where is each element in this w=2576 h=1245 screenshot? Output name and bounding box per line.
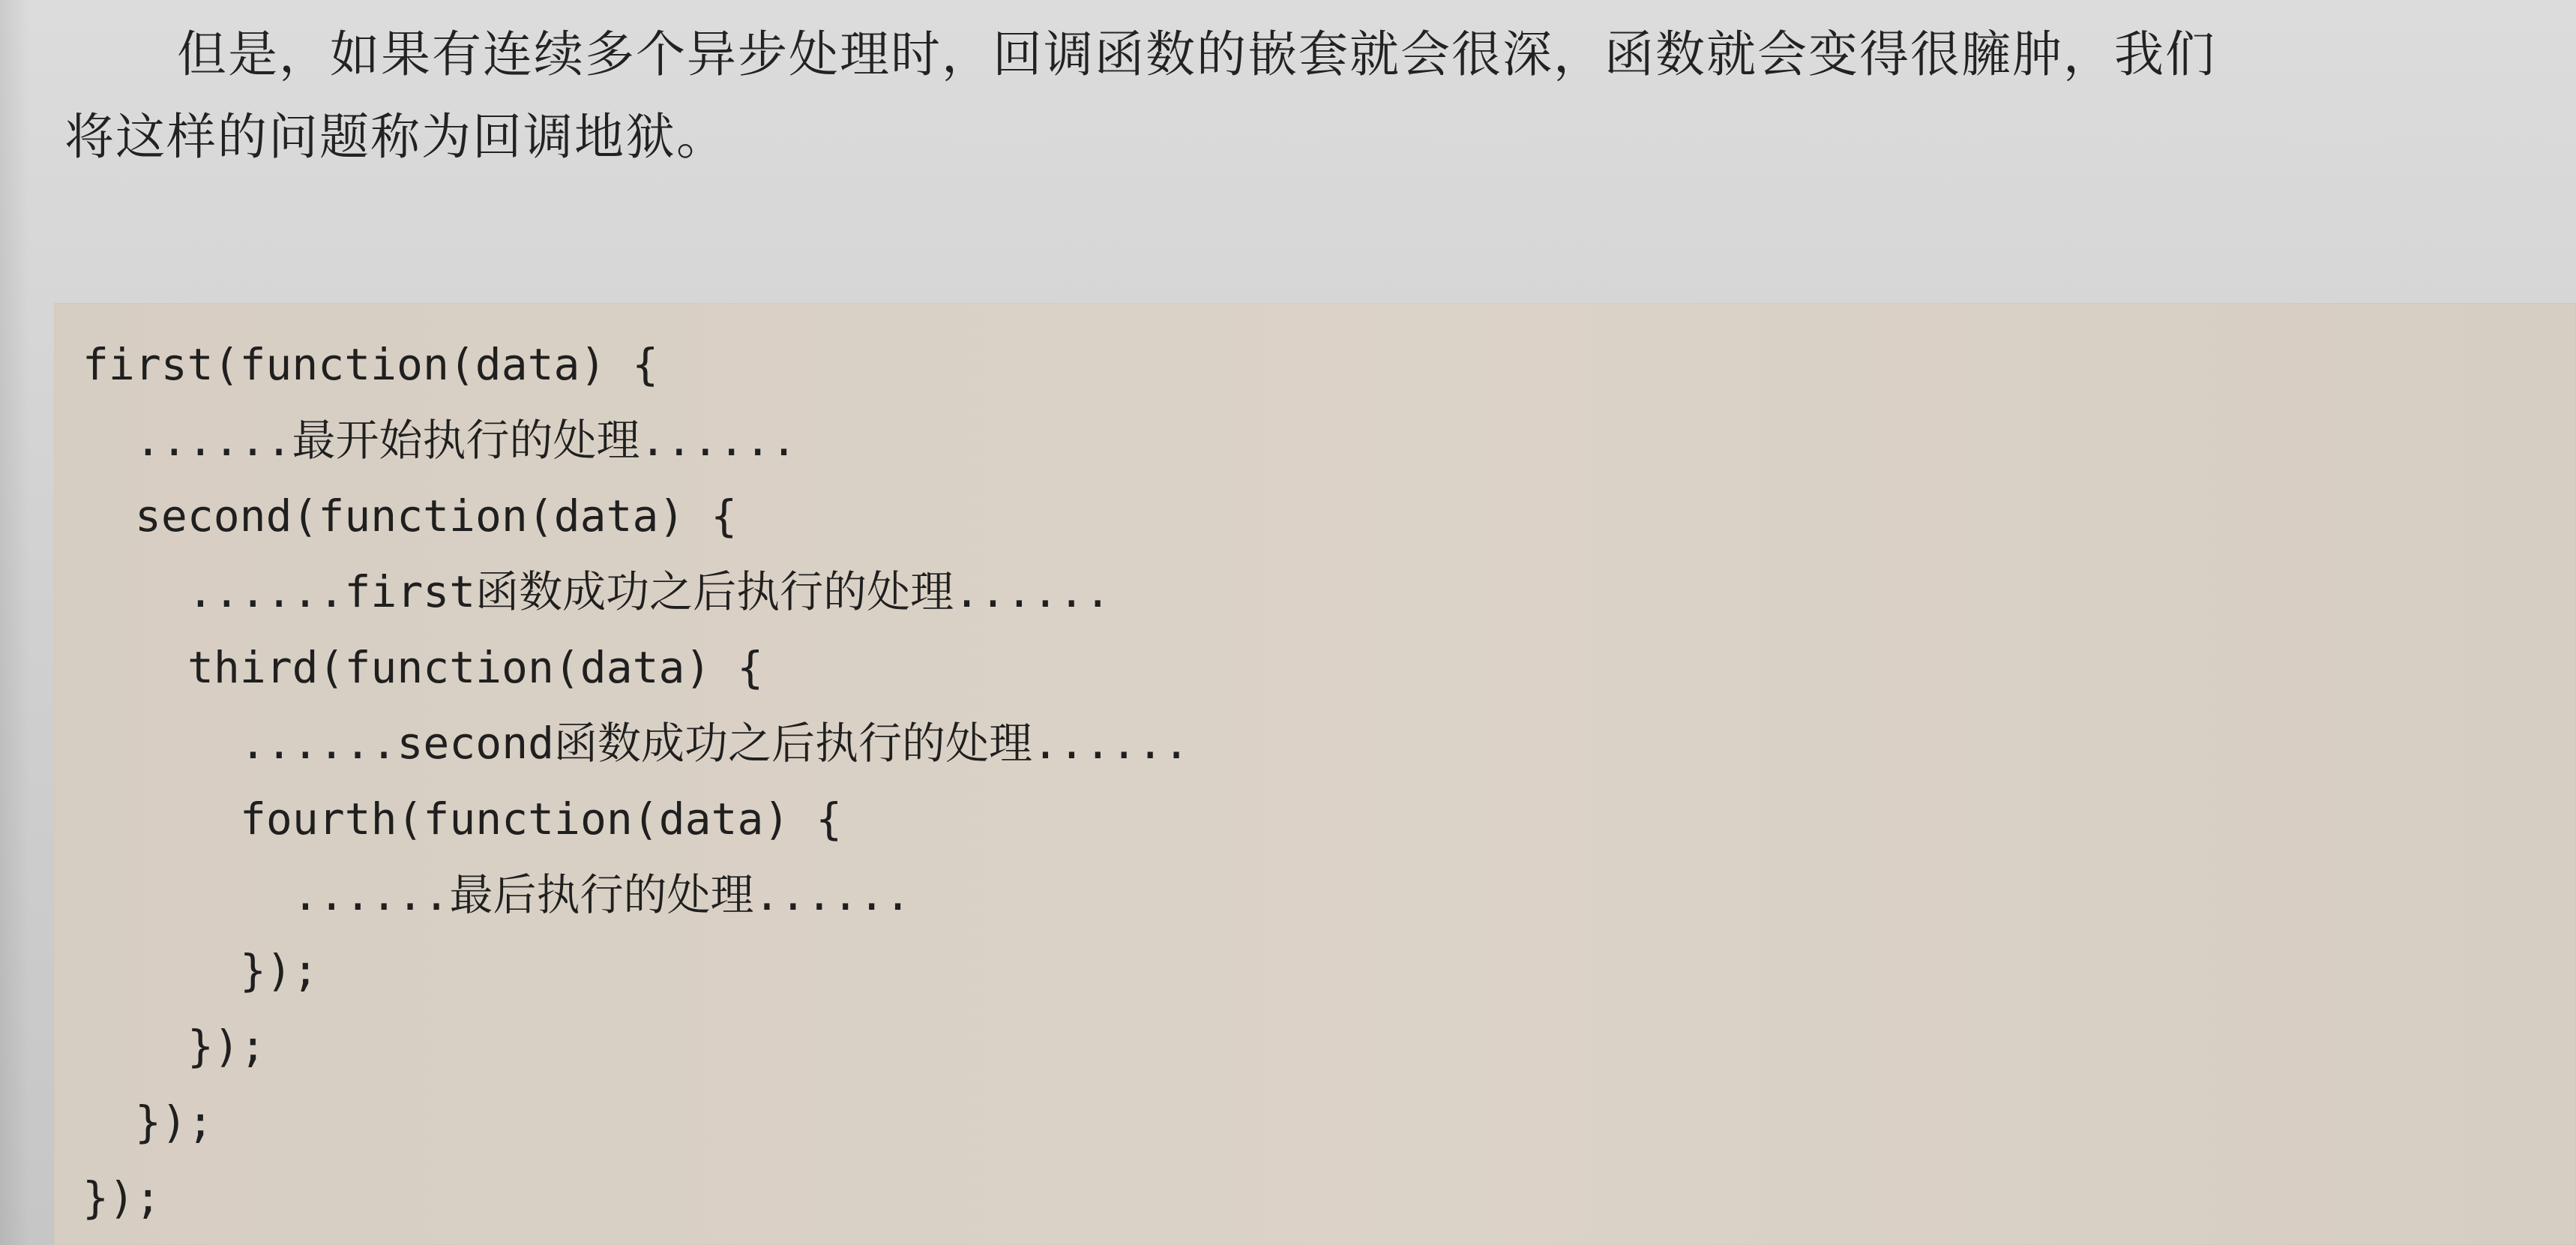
code-line-11: }); <box>135 1096 214 1148</box>
code-block <box>54 303 2576 1245</box>
paragraph-line-1: 但是，如果有连续多个异步处理时，回调函数的嵌套就会很深，函数就会变得很臃肿，我们 <box>177 26 2216 83</box>
code-line-12: }); <box>82 1172 161 1223</box>
code-line-2: ......最开始执行的处理...... <box>135 415 798 466</box>
code-line-10: }); <box>187 1021 266 1072</box>
code-line-7: fourth(function(data) { <box>240 794 843 844</box>
code-line-4: ......first函数成功之后执行的处理...... <box>187 566 1111 617</box>
intro-paragraph <box>64 14 2561 178</box>
code-line-5: third(function(data) { <box>187 642 764 693</box>
page-edge-shadow <box>0 0 30 1245</box>
paragraph-line-2: 将这样的问题称为回调地狱。 <box>64 108 727 166</box>
code-line-6: ......second函数成功之后执行的处理...... <box>240 718 1190 769</box>
code-line-8: ......最后执行的处理...... <box>292 869 912 920</box>
code-line-3: second(function(data) { <box>135 490 738 542</box>
code-line-9: }); <box>240 945 319 996</box>
code-lines <box>82 327 1190 1236</box>
code-line-1: first(function(data) { <box>82 339 659 390</box>
